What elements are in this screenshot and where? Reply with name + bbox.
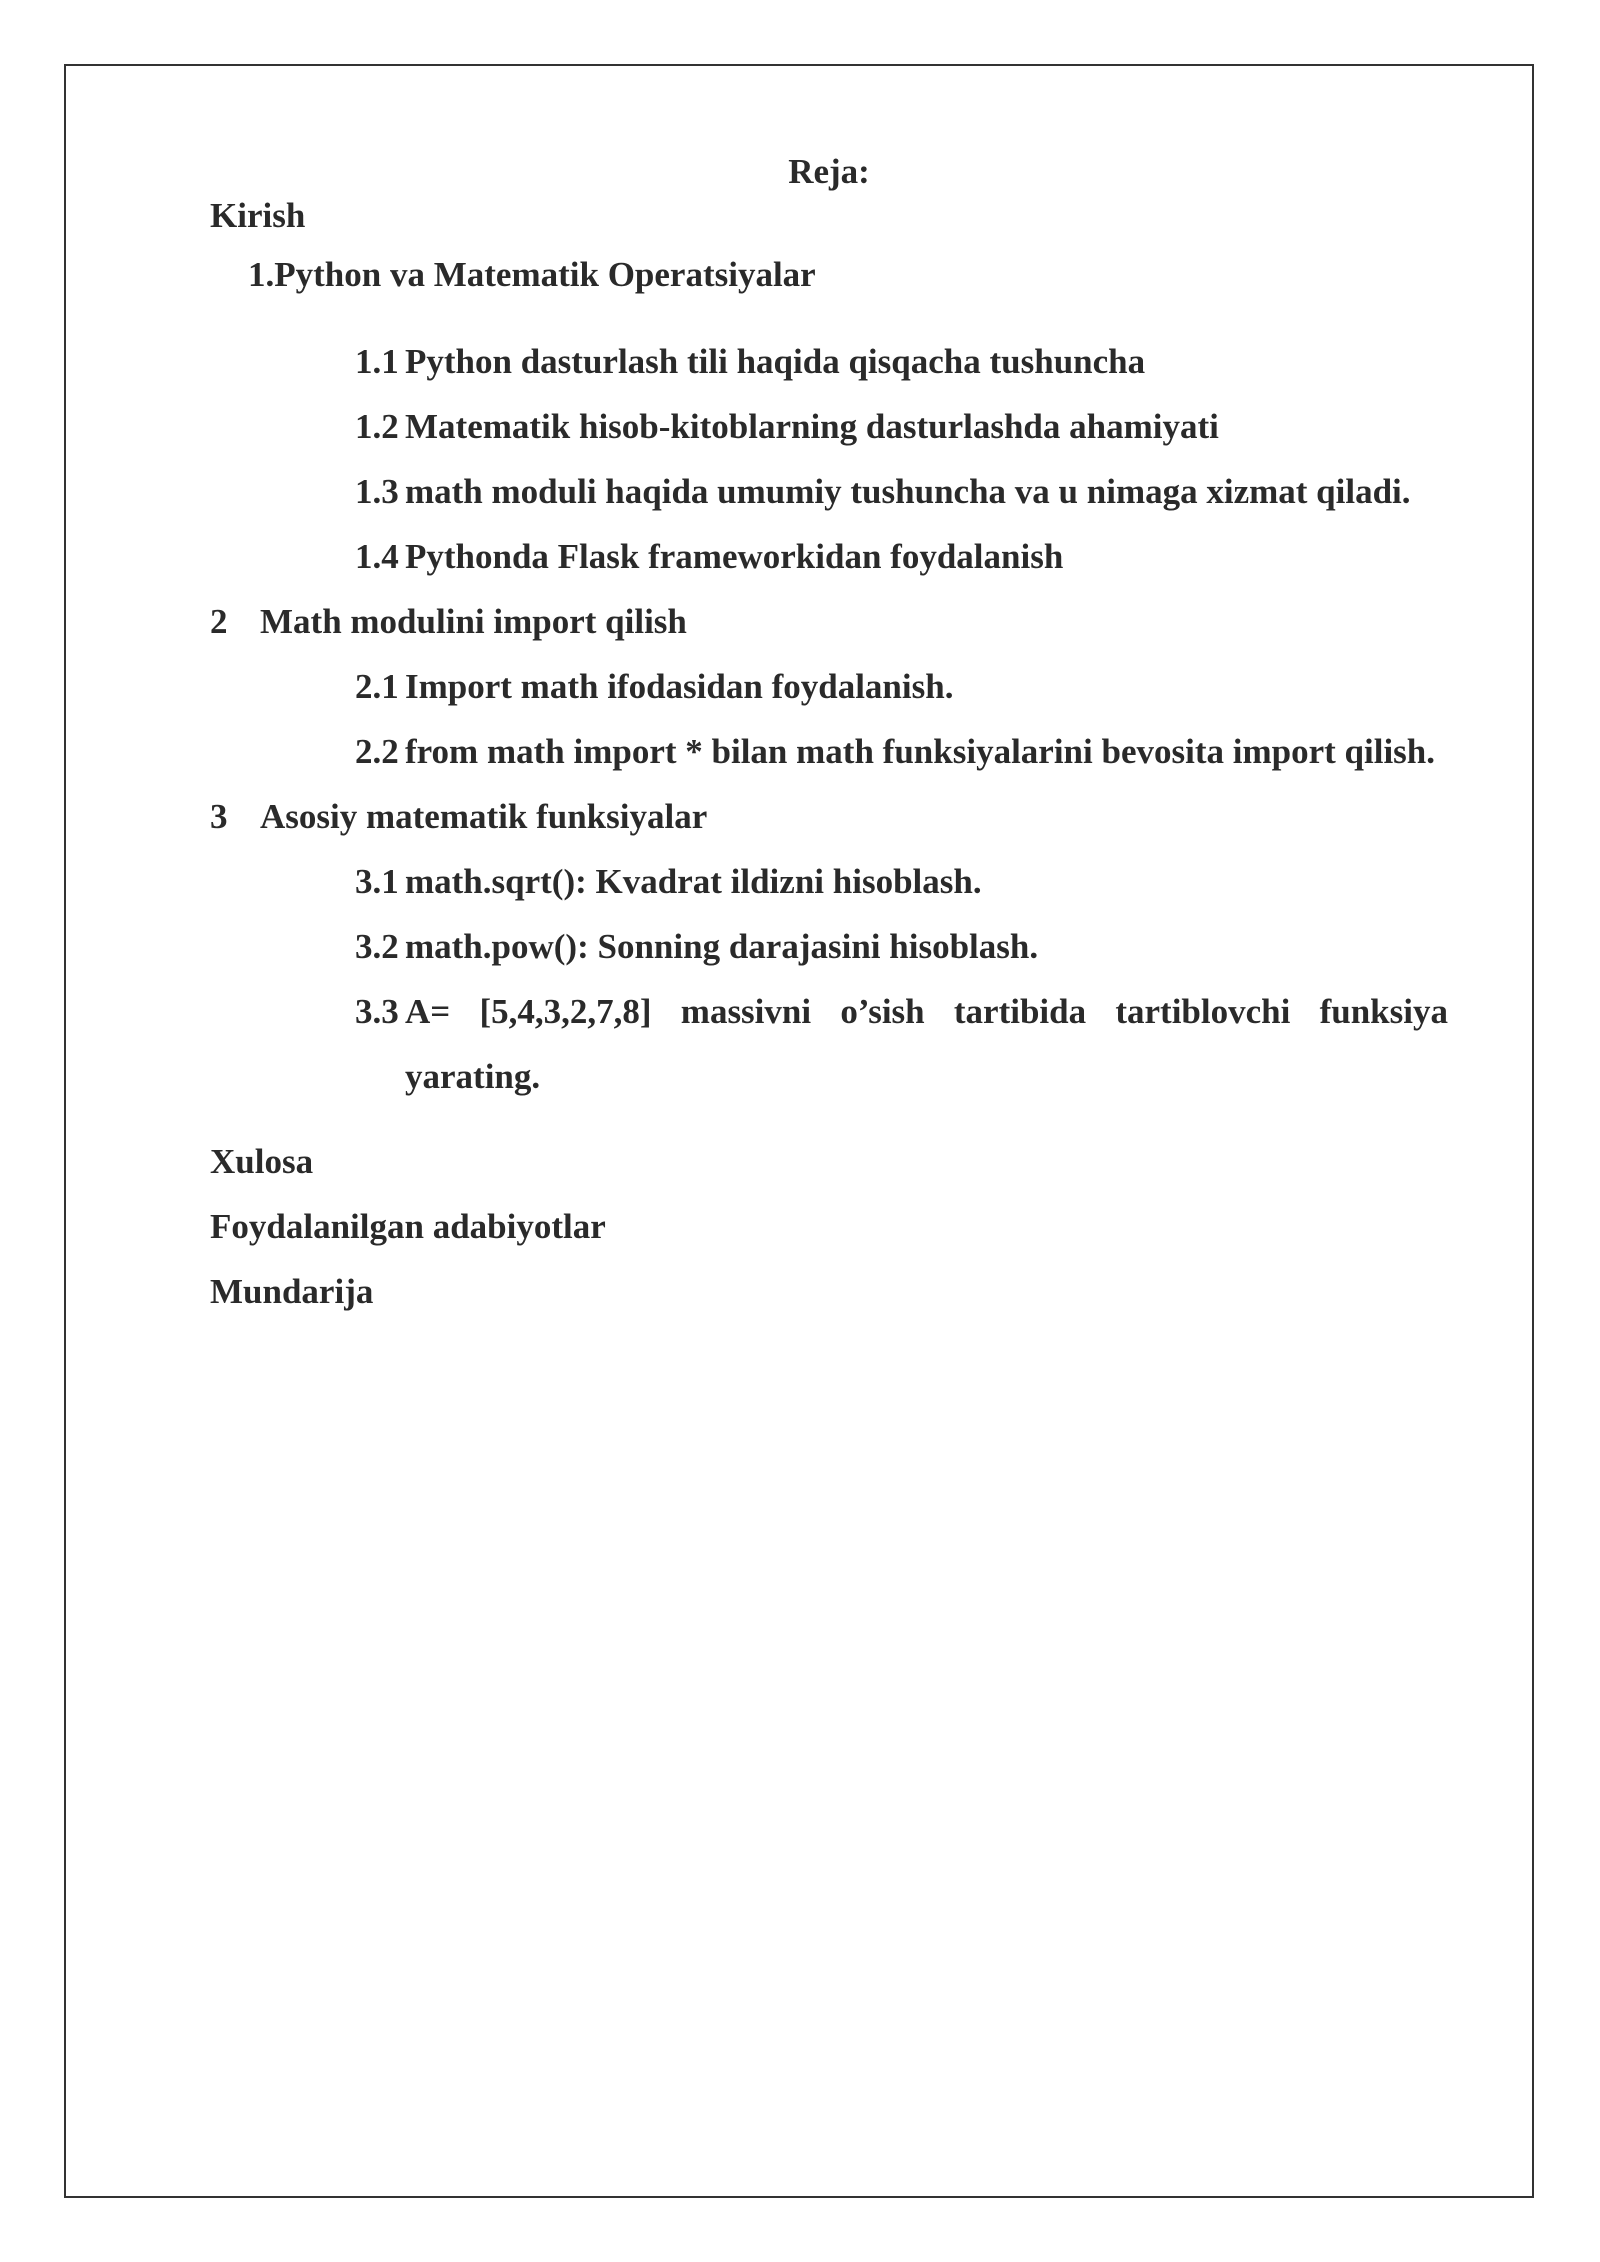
references-item: Foydalanilgan adabiyotlar [210, 1207, 606, 1246]
item-text: from math import * bilan math funksiyalarini bevosita import qilish. [405, 732, 1436, 771]
spacer [210, 1109, 1448, 1129]
chapter-label: Asosiy matematik funksiyalar [260, 797, 708, 836]
contents-item: Mundarija [210, 1272, 374, 1311]
item-number: 1.4 [355, 537, 399, 576]
toc-item-2-1 [210, 654, 1448, 719]
chapter-number: 3 [210, 797, 228, 836]
item-number: 1.3 [355, 472, 399, 511]
item-number: 3.2 [355, 927, 399, 966]
spacer [210, 307, 1448, 329]
item-text: Python dasturlash tili haqida qisqacha tushuncha [405, 342, 1146, 381]
chapter-number: 2 [210, 602, 228, 641]
item-text: math.pow(): Sonning darajasini hisoblash. [405, 927, 1039, 966]
chapter-1-heading: 1.Python va Matematik Operatsiyalar [248, 255, 816, 294]
chapter-2-heading [210, 589, 1448, 654]
item-text: A= [5,4,3,2,7,8] massivni o’sish tartibida tartiblovchi funksiya yarating. [405, 992, 1448, 1096]
item-number: 3.1 [355, 862, 399, 901]
toc-item-2-2 [210, 719, 1448, 784]
item-text: Pythonda Flask frameworkidan foydalanish [405, 537, 1064, 576]
conclusion-item: Xulosa [210, 1142, 314, 1181]
item-text: math moduli haqida umumiy tushuncha va u nimaga xizmat qiladi. [405, 472, 1411, 511]
chapter-label: Math modulini import qilish [260, 602, 687, 641]
toc-item-1-4 [210, 524, 1448, 589]
toc-item-1-2 [210, 394, 1448, 459]
item-number: 2.1 [355, 667, 399, 706]
item-text: Matematik hisob-kitoblarning dasturlashda ahamiyati [405, 407, 1219, 446]
item-number: 2.2 [355, 732, 399, 771]
intro-item: Kirish [210, 196, 306, 235]
item-number: 1.2 [355, 407, 399, 446]
item-number: 3.3 [355, 992, 399, 1031]
toc-item-1-3 [210, 459, 1448, 524]
chapter-3-heading [210, 784, 1448, 849]
toc-item-3-2 [210, 914, 1448, 979]
item-number: 1.1 [355, 342, 399, 381]
toc-item-3-1 [210, 849, 1448, 914]
page-title: Reja: [788, 152, 870, 191]
item-text: math.sqrt(): Kvadrat ildizni hisoblash. [405, 862, 982, 901]
toc-item-3-3 [210, 979, 1448, 1109]
plan-document [210, 150, 1448, 1324]
toc-item-1-1 [210, 329, 1448, 394]
item-text: Import math ifodasidan foydalanish. [405, 667, 954, 706]
